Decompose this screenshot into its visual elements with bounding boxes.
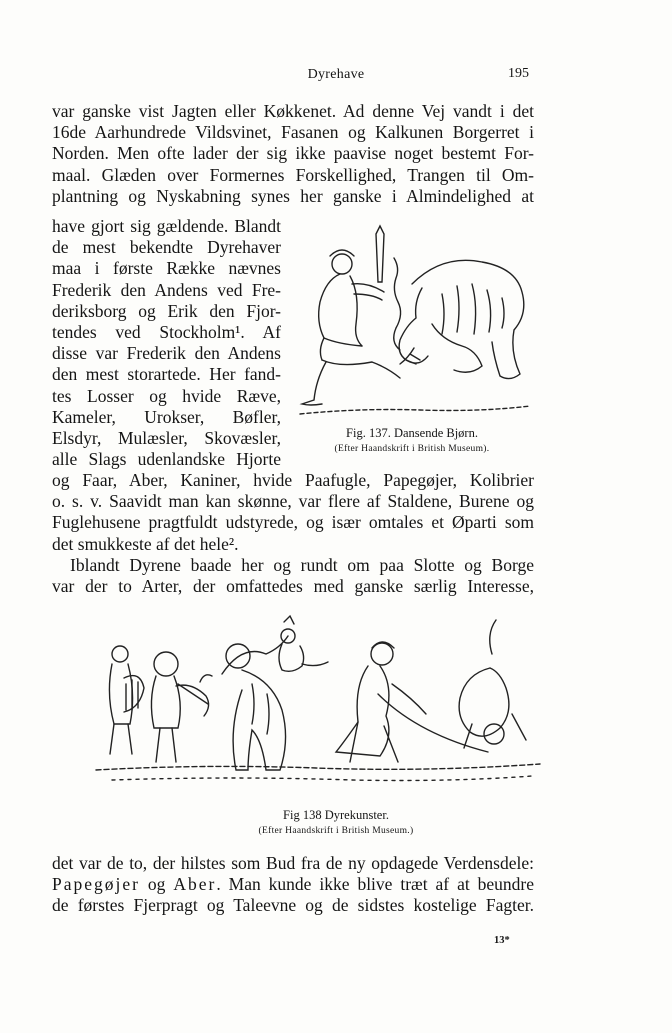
text-line: og Faar, Aber, Kaniner, hvide Paafugle, Papegøjer, Kolibrier bbox=[52, 470, 534, 490]
text-line: 16de Aarhundrede Vildsvinet, Fasanen og Kalkunen Borgerret i bbox=[52, 122, 534, 143]
text-line: maal. Glæden over Formernes Forskellighed, Trangen til Om- bbox=[52, 164, 534, 185]
text-line: o. s. v. Saavidt man kan skønne, var flere af Staldene, Burene og bbox=[52, 491, 534, 512]
text-line: maa i første Række nævnes bbox=[52, 258, 281, 279]
text-line: Norden. Men ofte lader der sig ikke paavise noget bestemt For- bbox=[52, 143, 534, 164]
spaced-word: Papegøjer bbox=[52, 874, 140, 895]
animal-tricks-illustration bbox=[92, 614, 544, 792]
text-line: deriksborg og Erik den Fjor- bbox=[52, 300, 281, 321]
dancing-bear-illustration bbox=[292, 224, 532, 424]
text-line: de mest bekendte Dyrehaver bbox=[52, 237, 281, 258]
text-line: Kameler, Urokser, Bøfler, bbox=[52, 406, 281, 427]
figure-138-title: Fig 138 Dyrekunster. bbox=[283, 808, 389, 822]
text-fragment: og bbox=[139, 874, 174, 895]
text-line: alle Slags udenlandske Hjorte bbox=[52, 449, 281, 470]
running-title: Dyrehave bbox=[307, 67, 365, 82]
page-number: 195 bbox=[508, 66, 529, 81]
paragraph-1-top bbox=[52, 101, 534, 207]
text-line: var ganske vist Jagten eller Køkkenet. Ad denne Vej vandt i det bbox=[52, 101, 534, 121]
text-line: var der to Arter, der omfattedes med ganske særlig Interesse, bbox=[52, 575, 534, 596]
text-line: den mest storartede. Her fand- bbox=[52, 364, 281, 385]
figure-137-title: Fig. 137. Dansende Bjørn. bbox=[346, 426, 478, 440]
figure-137-caption bbox=[292, 426, 532, 454]
paragraph-3 bbox=[52, 853, 534, 917]
figure-137-source: (Efter Haandskrift i British Museum). bbox=[334, 444, 490, 454]
text-line: de førstes Fjerpragt og Taleevne og de sidstes kostelige Fagter. bbox=[52, 895, 534, 916]
paragraph-1-bottom bbox=[52, 470, 534, 597]
printer-signature: 13* bbox=[494, 935, 510, 946]
figure-138-caption bbox=[0, 808, 672, 836]
text-line bbox=[52, 874, 534, 895]
figure-138-source: (Efter Haandskrift i British Museum.) bbox=[258, 826, 414, 836]
text-line: det var de to, der hilstes som Bud fra de ny opdagede Verdensdele: bbox=[52, 853, 534, 873]
text-line: disse var Frederik den Andens bbox=[52, 343, 281, 364]
text-line: Fuglehusene pragtfuldt udstyrede, og især omtales et Øparti som bbox=[52, 512, 534, 533]
text-line: det smukkeste af det hele². bbox=[52, 533, 239, 554]
text-line: tendes ved Stockholm¹. Af bbox=[52, 321, 281, 342]
text-fragment: . Man kunde ikke blive træt af at beundre bbox=[216, 874, 534, 895]
paragraph-1-wrap bbox=[52, 216, 281, 470]
text-line: Iblandt Dyrene baade her og rundt om paa Slotte og Borge bbox=[70, 554, 534, 575]
text-line: plantning og Nyskabning synes her ganske i Almindelighed at bbox=[52, 185, 534, 206]
text-line: Frederik den Andens ved Fre- bbox=[52, 279, 281, 300]
spaced-word: Aber bbox=[173, 874, 217, 895]
text-line: have gjort sig gældende. Blandt bbox=[52, 216, 281, 236]
text-line: tes Losser og hvide Ræve, bbox=[52, 385, 281, 406]
text-line: Elsdyr, Mulæsler, Skovæsler, bbox=[52, 427, 281, 448]
